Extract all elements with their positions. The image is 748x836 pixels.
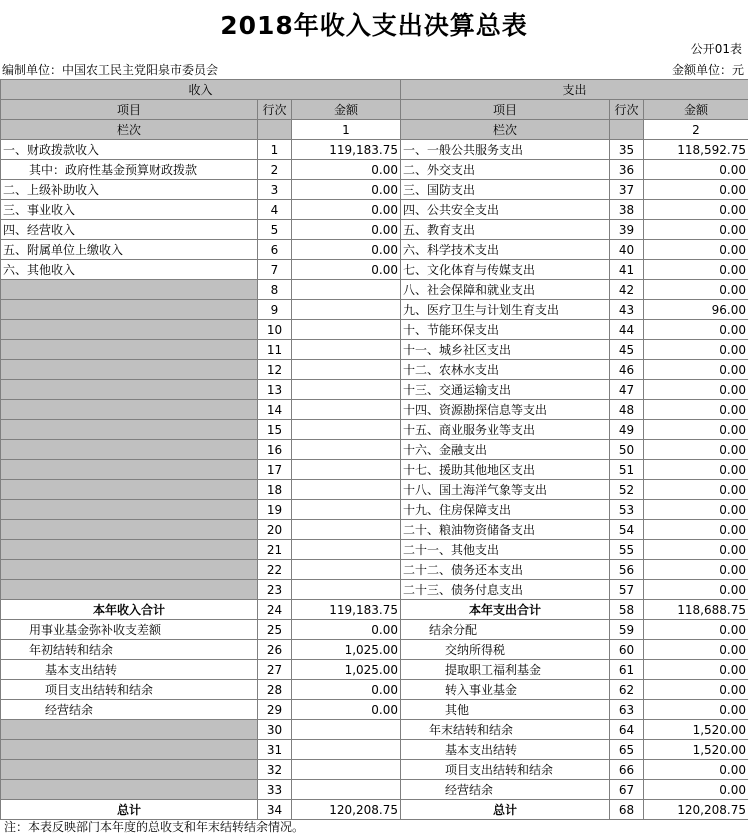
table-row [1,240,748,260]
expense-amount: 0.00 [644,540,748,560]
expense-label: 二、外交支出 [401,160,610,180]
table-row [1,420,748,440]
expense-amount: 0.00 [644,440,748,460]
expense-column-blank [610,120,644,140]
table-row [1,360,748,380]
income-row-no: 15 [258,420,292,440]
expense-amount: 0.00 [644,760,748,780]
table-row [1,300,748,320]
income-amount [292,740,401,760]
table-row [1,140,748,160]
income-amount [292,780,401,800]
expense-amount: 0.00 [644,400,748,420]
income-label: 五、附属单位上缴收入 [1,240,258,260]
report-title: 2018年收入支出决算总表 [220,11,528,40]
section-header-row [1,80,748,100]
expense-row-no: 61 [610,660,644,680]
income-amount [292,500,401,520]
expense-label: 本年支出合计 [401,600,610,620]
expense-amount: 0.00 [644,200,748,220]
income-row-no: 7 [258,260,292,280]
income-row-no: 3 [258,180,292,200]
income-label [1,340,258,360]
income-amount [292,720,401,740]
expense-row-no: 68 [610,800,644,820]
expense-label: 转入事业基金 [401,680,610,700]
table-row [1,760,748,780]
table-row [1,220,748,240]
income-label [1,320,258,340]
expense-row-no: 38 [610,200,644,220]
table-row [1,380,748,400]
expense-label: 十一、城乡社区支出 [401,340,610,360]
expense-amount: 0.00 [644,660,748,680]
expense-label: 十五、商业服务业等支出 [401,420,610,440]
table-row [1,600,748,620]
income-row-no: 10 [258,320,292,340]
expense-label: 六、科学技术支出 [401,240,610,260]
expense-row-no: 46 [610,360,644,380]
income-row-no: 4 [258,200,292,220]
income-amount: 0.00 [292,180,401,200]
expense-label: 四、公共安全支出 [401,200,610,220]
expense-label: 提取职工福利基金 [401,660,610,680]
expense-amount: 0.00 [644,260,748,280]
income-amount [292,400,401,420]
table-row [1,800,748,820]
income-column-number: 1 [292,120,401,140]
expense-row-no: 48 [610,400,644,420]
expense-label: 五、教育支出 [401,220,610,240]
expense-label: 八、社会保障和就业支出 [401,280,610,300]
expense-row-no: 43 [610,300,644,320]
expense-amount: 0.00 [644,780,748,800]
income-amount [292,340,401,360]
income-item-header: 项目 [1,100,258,120]
income-label: 用事业基金弥补收支差额 [1,620,258,640]
income-row-no: 1 [258,140,292,160]
expense-label: 交纳所得税 [401,640,610,660]
expense-row-no: 59 [610,620,644,640]
table-row [1,320,748,340]
income-row-no: 17 [258,460,292,480]
income-label: 项目支出结转和结余 [1,680,258,700]
expense-amount: 0.00 [644,480,748,500]
income-column-label: 栏次 [1,120,258,140]
expense-amount: 0.00 [644,520,748,540]
expense-amount: 0.00 [644,420,748,440]
income-row-no: 24 [258,600,292,620]
expense-amount: 0.00 [644,700,748,720]
expense-label: 总计 [401,800,610,820]
expense-label: 项目支出结转和结余 [401,760,610,780]
table-row [1,780,748,800]
income-amount [292,320,401,340]
footnote: 注：本表反映部门本年度的总收支和年末结转结余情况。 [4,820,305,834]
expense-amount: 96.00 [644,300,748,320]
income-rowno-header: 行次 [258,100,292,120]
expense-label: 十、节能环保支出 [401,320,610,340]
expense-label: 基本支出结转 [401,740,610,760]
expense-column-label: 栏次 [401,120,610,140]
expense-amount-header: 金额 [644,100,748,120]
income-row-no: 6 [258,240,292,260]
expense-row-no: 36 [610,160,644,180]
expense-row-no: 50 [610,440,644,460]
column-header-row [1,100,748,120]
income-label [1,520,258,540]
expense-row-no: 54 [610,520,644,540]
income-amount: 0.00 [292,200,401,220]
income-amount [292,420,401,440]
expense-amount: 0.00 [644,680,748,700]
income-amount: 119,183.75 [292,140,401,160]
income-section-header: 收入 [1,80,401,100]
expense-row-no: 49 [610,420,644,440]
income-row-no: 25 [258,620,292,640]
income-label [1,760,258,780]
income-row-no: 13 [258,380,292,400]
income-row-no: 30 [258,720,292,740]
table-row [1,160,748,180]
table-row [1,640,748,660]
expense-row-no: 52 [610,480,644,500]
income-amount [292,440,401,460]
expense-amount: 0.00 [644,280,748,300]
income-row-no: 12 [258,360,292,380]
table-row [1,540,748,560]
expense-label: 十二、农林水支出 [401,360,610,380]
income-label: 其中：政府性基金预算财政拨款 [1,160,258,180]
expense-amount: 0.00 [644,460,748,480]
expense-column-number: 2 [644,120,748,140]
income-amount: 1,025.00 [292,660,401,680]
income-row-no: 32 [258,760,292,780]
income-row-no: 19 [258,500,292,520]
income-amount [292,480,401,500]
income-amount: 0.00 [292,700,401,720]
expense-amount: 0.00 [644,340,748,360]
income-row-no: 22 [258,560,292,580]
expense-label: 其他 [401,700,610,720]
income-column-blank [258,120,292,140]
expense-label: 十七、援助其他地区支出 [401,460,610,480]
expense-row-no: 47 [610,380,644,400]
income-label [1,360,258,380]
expense-row-no: 51 [610,460,644,480]
expense-label: 二十、粮油物资储备支出 [401,520,610,540]
expense-amount: 0.00 [644,640,748,660]
income-label [1,420,258,440]
income-amount [292,300,401,320]
income-row-no: 16 [258,440,292,460]
form-code: 公开01表 [690,42,742,56]
income-label: 六、其他收入 [1,260,258,280]
income-row-no: 14 [258,400,292,420]
expense-amount: 0.00 [644,220,748,240]
table-row [1,720,748,740]
expense-amount: 0.00 [644,560,748,580]
income-label [1,560,258,580]
table-row [1,620,748,640]
table-row [1,740,748,760]
income-amount [292,540,401,560]
expense-row-no: 45 [610,340,644,360]
income-label: 三、事业收入 [1,200,258,220]
table-row [1,440,748,460]
expense-row-no: 67 [610,780,644,800]
expense-amount: 0.00 [644,380,748,400]
expense-row-no: 41 [610,260,644,280]
table-row [1,200,748,220]
income-amount: 0.00 [292,240,401,260]
expense-amount: 0.00 [644,580,748,600]
income-label: 经营结余 [1,700,258,720]
table-row [1,520,748,540]
expense-section-header: 支出 [401,80,748,100]
expense-row-no: 66 [610,760,644,780]
income-row-no: 21 [258,540,292,560]
income-amount [292,520,401,540]
income-row-no: 33 [258,780,292,800]
income-label [1,480,258,500]
income-label: 基本支出结转 [1,660,258,680]
income-row-no: 9 [258,300,292,320]
expense-amount: 0.00 [644,160,748,180]
expense-row-no: 40 [610,240,644,260]
income-amount: 0.00 [292,160,401,180]
table-row [1,480,748,500]
table-row [1,280,748,300]
income-label [1,540,258,560]
expense-row-no: 37 [610,180,644,200]
expense-row-no: 42 [610,280,644,300]
income-row-no: 5 [258,220,292,240]
expense-amount: 0.00 [644,620,748,640]
table-row [1,500,748,520]
income-amount [292,580,401,600]
expense-amount: 0.00 [644,180,748,200]
expense-label: 经营结余 [401,780,610,800]
expense-row-no: 65 [610,740,644,760]
expense-label: 年末结转和结余 [401,720,610,740]
income-label [1,780,258,800]
expense-row-no: 55 [610,540,644,560]
income-label [1,440,258,460]
reporting-unit: 编制单位：中国农工民主党阳泉市委员会 [2,63,219,77]
table-row [1,560,748,580]
expense-item-header: 项目 [401,100,610,120]
expense-amount: 0.00 [644,360,748,380]
income-row-no: 18 [258,480,292,500]
expense-label: 九、医疗卫生与计划生育支出 [401,300,610,320]
income-row-no: 11 [258,340,292,360]
income-amount [292,760,401,780]
income-row-no: 2 [258,160,292,180]
income-row-no: 20 [258,520,292,540]
income-amount [292,380,401,400]
income-amount [292,360,401,380]
income-amount [292,560,401,580]
expense-label: 一、一般公共服务支出 [401,140,610,160]
expense-label: 二十二、债务还本支出 [401,560,610,580]
income-row-no: 29 [258,700,292,720]
expense-row-no: 60 [610,640,644,660]
income-row-no: 34 [258,800,292,820]
expense-row-no: 64 [610,720,644,740]
income-label: 二、上级补助收入 [1,180,258,200]
expense-row-no: 57 [610,580,644,600]
income-row-no: 26 [258,640,292,660]
expense-amount: 1,520.00 [644,740,748,760]
currency-unit: 金额单位：元 [671,63,744,77]
income-label [1,500,258,520]
expense-label: 十八、国土海洋气象等支出 [401,480,610,500]
table-row [1,260,748,280]
income-amount: 1,025.00 [292,640,401,660]
income-label [1,380,258,400]
table-row [1,680,748,700]
table-row [1,340,748,360]
income-label: 四、经营收入 [1,220,258,240]
column-number-row [1,120,748,140]
table-row [1,400,748,420]
income-amount [292,280,401,300]
expense-amount: 0.00 [644,500,748,520]
income-amount [292,460,401,480]
income-row-no: 28 [258,680,292,700]
income-label [1,720,258,740]
income-row-no: 27 [258,660,292,680]
table-body [1,140,748,820]
expense-amount: 118,592.75 [644,140,748,160]
expense-row-no: 63 [610,700,644,720]
table-row [1,660,748,680]
expense-label: 十四、资源勘探信息等支出 [401,400,610,420]
income-label [1,580,258,600]
income-label: 总计 [1,800,258,820]
expense-label: 二十一、其他支出 [401,540,610,560]
expense-row-no: 39 [610,220,644,240]
income-amount: 120,208.75 [292,800,401,820]
table-row [1,460,748,480]
income-amount: 0.00 [292,620,401,640]
expense-rowno-header: 行次 [610,100,644,120]
expense-label: 十九、住房保障支出 [401,500,610,520]
expense-label: 结余分配 [401,620,610,640]
table-row [1,180,748,200]
income-amount: 0.00 [292,680,401,700]
expense-label: 二十三、债务付息支出 [401,580,610,600]
expense-row-no: 35 [610,140,644,160]
income-amount-header: 金额 [292,100,401,120]
expense-label: 十三、交通运输支出 [401,380,610,400]
expense-amount: 1,520.00 [644,720,748,740]
income-row-no: 8 [258,280,292,300]
income-label [1,300,258,320]
expense-row-no: 58 [610,600,644,620]
expense-label: 七、文化体育与传媒支出 [401,260,610,280]
income-label: 年初结转和结余 [1,640,258,660]
income-amount: 0.00 [292,260,401,280]
income-row-no: 23 [258,580,292,600]
expense-label: 三、国防支出 [401,180,610,200]
income-expense-table [0,79,748,820]
expense-row-no: 62 [610,680,644,700]
table-row [1,700,748,720]
expense-amount: 0.00 [644,320,748,340]
income-label: 一、财政拨款收入 [1,140,258,160]
income-label [1,740,258,760]
income-label [1,400,258,420]
expense-row-no: 53 [610,500,644,520]
income-amount: 119,183.75 [292,600,401,620]
expense-amount: 120,208.75 [644,800,748,820]
expense-amount: 0.00 [644,240,748,260]
table-row [1,580,748,600]
expense-label: 十六、金融支出 [401,440,610,460]
income-label: 本年收入合计 [1,600,258,620]
income-row-no: 31 [258,740,292,760]
income-label [1,460,258,480]
expense-row-no: 44 [610,320,644,340]
expense-row-no: 56 [610,560,644,580]
income-amount: 0.00 [292,220,401,240]
income-label [1,280,258,300]
expense-amount: 118,688.75 [644,600,748,620]
